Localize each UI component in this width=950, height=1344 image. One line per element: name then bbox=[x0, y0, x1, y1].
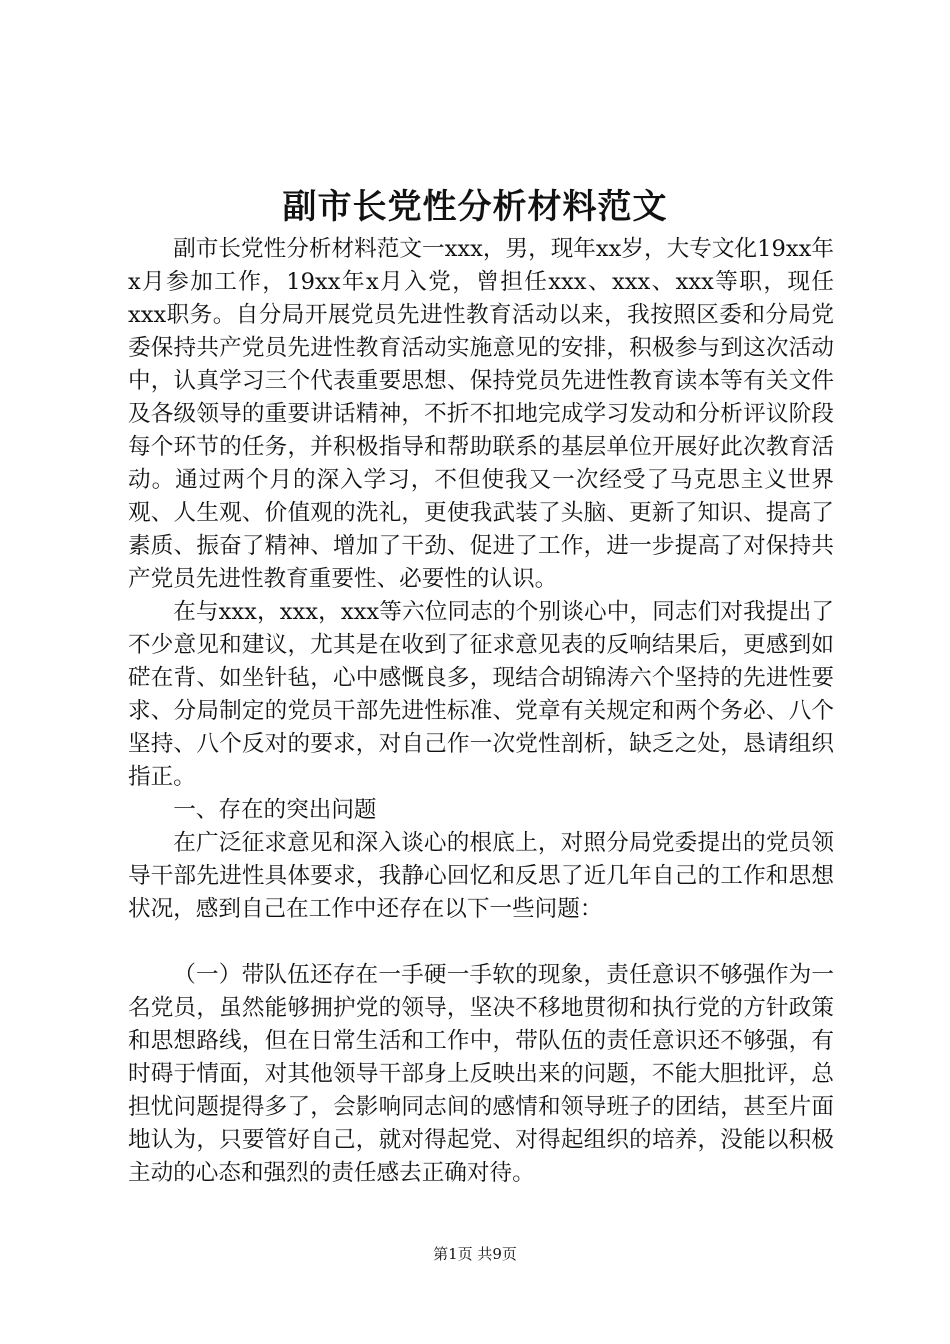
section-heading: 一、存在的突出问题 bbox=[173, 797, 377, 823]
paragraph-intro: 副市长党性分析材料范文一xxx，男，现年xx岁，大专文化19xx年x月参加工作，19xx年x月入党，曾担任xxx、xxx、xxx等职，现任xxx职务。自分局开展党员先进性教育活动以来，我按照区委和分局党委保持共产党员先进性教育活动实施意见的安排，积极参与到这次活动中，认真学习三个代表重要思想、保持党员先进性教育读本等有关文件及各级领导的重要讲话精神，不折不扣地完成学习发动和分析评议阶段每个环节的任务，并积极指导和帮助联系的基层单位开展好此次教育活动。通过两个月的深入学习，不但使我又一次经受了马克思主义世界观、人生观、价值观的洗礼，更使我武装了头脑、更新了知识、提高了素质、振奋了精神、增加了干劲、促进了工作，进一步提高了对保持共产党员先进性教育重要性、必要性的认识。 bbox=[128, 236, 834, 592]
paragraph-problem-1: （一）带队伍还存在一手硬一手软的现象，责任意识不够强作为一名党员，虽然能够拥护党的领导，坚决不移地贯彻和执行党的方针政策和思想路线，但在日常生活和工作中，带队伍的责任意识还不够强，有时碍于情面，对其他领导干部身上反映出来的问题，不能大胆批评，总担忧问题提得多了，会影响同志间的感情和领导班子的团结，甚至片面地认为，只要管好自己，就对得起党、对得起组织的培养，没能以积极主动的心态和强烈的责任感去正确对待。 bbox=[128, 962, 834, 1186]
document-title: 副市长党性分析材料范文 bbox=[282, 187, 668, 227]
paragraph-self-analysis: 在与xxx，xxx，xxx等六位同志的个别谈心中，同志们对我提出了不少意见和建议，尤其是在收到了征求意见表的反响结果后，更感到如硭在背、如坐针毡，心中感慨良多，现结合胡锦涛六个坚持的先进性要求、分局制定的党员干部先进性标准、党章有关规定和两个务必、八个坚持、八个反对的要求，对自己作一次党性剖析，缺乏之处，恳请组织指正。 bbox=[128, 599, 834, 790]
document-body bbox=[128, 233, 834, 1190]
page-number: 第1页 共9页 bbox=[433, 1245, 517, 1263]
paragraph-problems-intro: 在广泛征求意见和深入谈心的根底上，对照分局党委提出的党员领导干部先进性具体要求，我静心回忆和反思了近几年自己的工作和思想状况，感到自己在工作中还存在以下一些问题： bbox=[128, 830, 834, 922]
